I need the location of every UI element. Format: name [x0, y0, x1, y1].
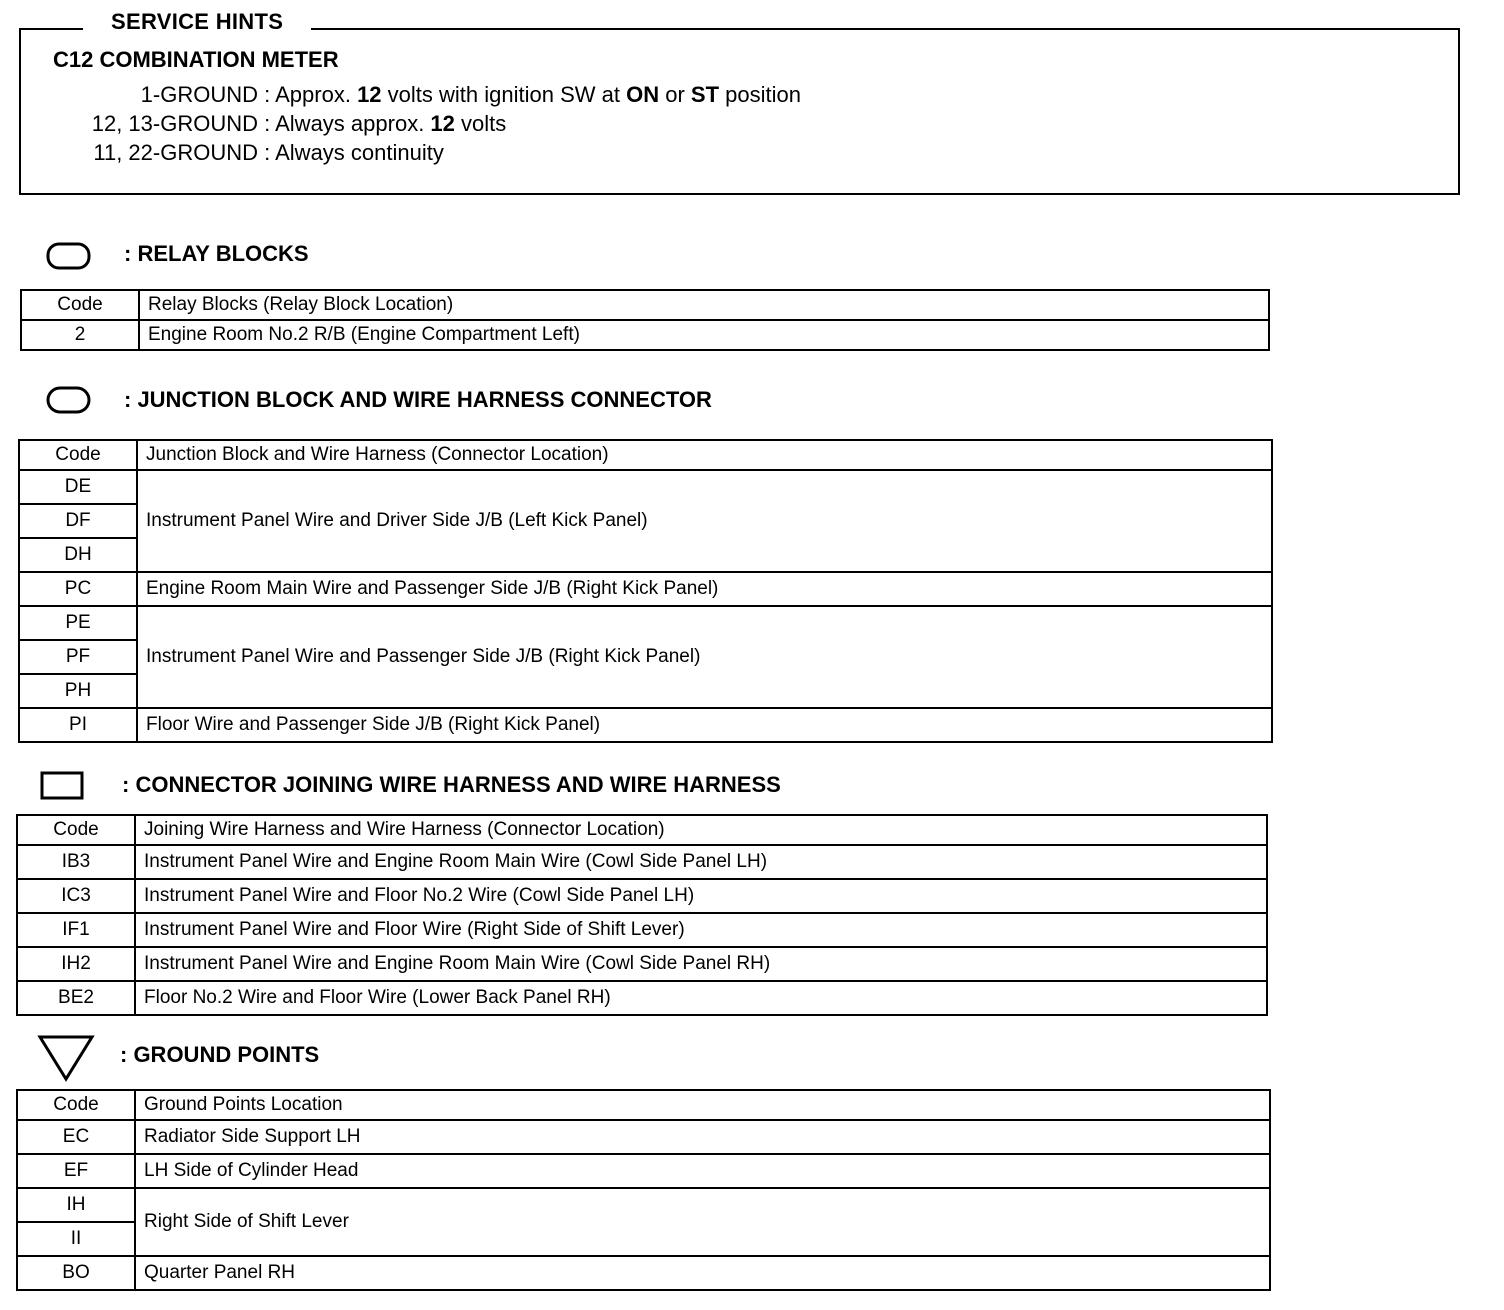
desc-header: Relay Blocks (Relay Block Location) [139, 290, 1269, 320]
row-desc: Floor Wire and Passenger Side J/B (Right Kick Panel) [137, 708, 1272, 742]
desc-header: Joining Wire Harness and Wire Harness (Connector Location) [135, 815, 1267, 845]
connectors-heading: : CONNECTOR JOINING WIRE HARNESS AND WIRE HARNESS [122, 772, 781, 797]
table-row [19, 606, 1272, 640]
table-row [17, 879, 1267, 913]
code-header: Code [19, 440, 137, 470]
junction-blocks-table [18, 439, 1273, 743]
row-desc: Engine Room No.2 R/B (Engine Compartment Left) [139, 320, 1269, 350]
table-row [17, 1154, 1270, 1188]
ground-points-table [16, 1089, 1271, 1291]
table-header-row [17, 1090, 1270, 1120]
relay-blocks-table [20, 289, 1270, 351]
row-desc: Floor No.2 Wire and Floor Wire (Lower Back Panel RH) [135, 981, 1267, 1015]
row-desc: Radiator Side Support LH [135, 1120, 1270, 1154]
hint-line-1: 1-GROUND : Approx. 12 volts with ignition SW at ON or ST position [140, 82, 801, 107]
table-header-row [17, 815, 1267, 845]
row-code: PI [19, 708, 137, 742]
junction-blocks-heading: : JUNCTION BLOCK AND WIRE HARNESS CONNECTOR [124, 387, 712, 412]
relay-blocks-heading: : RELAY BLOCKS [124, 241, 309, 266]
service-hints-subtitle: C12 COMBINATION METER [53, 47, 339, 72]
row-desc: Instrument Panel Wire and Floor Wire (Right Side of Shift Lever) [135, 913, 1267, 947]
table-row [21, 320, 1269, 350]
row-desc: Instrument Panel Wire and Engine Room Main Wire (Cowl Side Panel LH) [135, 845, 1267, 879]
row-code: IB3 [17, 845, 135, 879]
code-header: Code [17, 815, 135, 845]
table-row [17, 913, 1267, 947]
row-desc: Instrument Panel Wire and Floor No.2 Wire (Cowl Side Panel LH) [135, 879, 1267, 913]
triangle-down-icon [36, 1033, 96, 1083]
table-header-row [21, 290, 1269, 320]
row-code: BE2 [17, 981, 135, 1015]
row-desc: Instrument Panel Wire and Passenger Side J/B (Right Kick Panel) [137, 606, 1272, 708]
connectors-table [16, 814, 1268, 1016]
row-code: PH [19, 674, 137, 708]
hint-line-2: 12, 13-GROUND : Always approx. 12 volts [91, 111, 507, 136]
row-code: IF1 [17, 913, 135, 947]
row-desc: Right Side of Shift Lever [135, 1188, 1270, 1256]
row-code: PC [19, 572, 137, 606]
row-code: IH2 [17, 947, 135, 981]
desc-header: Junction Block and Wire Harness (Connector Location) [137, 440, 1272, 470]
rounded-rect-icon [45, 240, 93, 272]
hint-line-3: 11, 22-GROUND : Always continuity [93, 140, 444, 165]
row-code: IC3 [17, 879, 135, 913]
row-code: EF [17, 1154, 135, 1188]
row-code: PE [19, 606, 137, 640]
table-row [17, 981, 1267, 1015]
table-row [17, 947, 1267, 981]
table-row [17, 1120, 1270, 1154]
table-row [19, 470, 1272, 504]
row-desc: Engine Room Main Wire and Passenger Side J/B (Right Kick Panel) [137, 572, 1272, 606]
row-code: IH [17, 1188, 135, 1222]
oval-icon [45, 384, 93, 416]
row-code: DH [19, 538, 137, 572]
row-code: PF [19, 640, 137, 674]
row-desc: Instrument Panel Wire and Driver Side J/B (Left Kick Panel) [137, 470, 1272, 572]
table-header-row [19, 440, 1272, 470]
table-row [17, 845, 1267, 879]
row-desc: LH Side of Cylinder Head [135, 1154, 1270, 1188]
code-header: Code [17, 1090, 135, 1120]
row-code: DE [19, 470, 137, 504]
row-code: II [17, 1222, 135, 1256]
row-code: DF [19, 504, 137, 538]
row-desc: Instrument Panel Wire and Engine Room Main Wire (Cowl Side Panel RH) [135, 947, 1267, 981]
table-row [17, 1256, 1270, 1290]
service-hints-title: SERVICE HINTS [83, 9, 311, 35]
row-code: EC [17, 1120, 135, 1154]
row-desc: Quarter Panel RH [135, 1256, 1270, 1290]
ground-points-heading: : GROUND POINTS [120, 1042, 320, 1067]
row-code: 2 [21, 320, 139, 350]
table-row [17, 1188, 1270, 1222]
table-row [19, 572, 1272, 606]
desc-header: Ground Points Location [135, 1090, 1270, 1120]
rectangle-icon [38, 769, 86, 803]
code-header: Code [21, 290, 139, 320]
table-row [19, 708, 1272, 742]
row-code: BO [17, 1256, 135, 1290]
